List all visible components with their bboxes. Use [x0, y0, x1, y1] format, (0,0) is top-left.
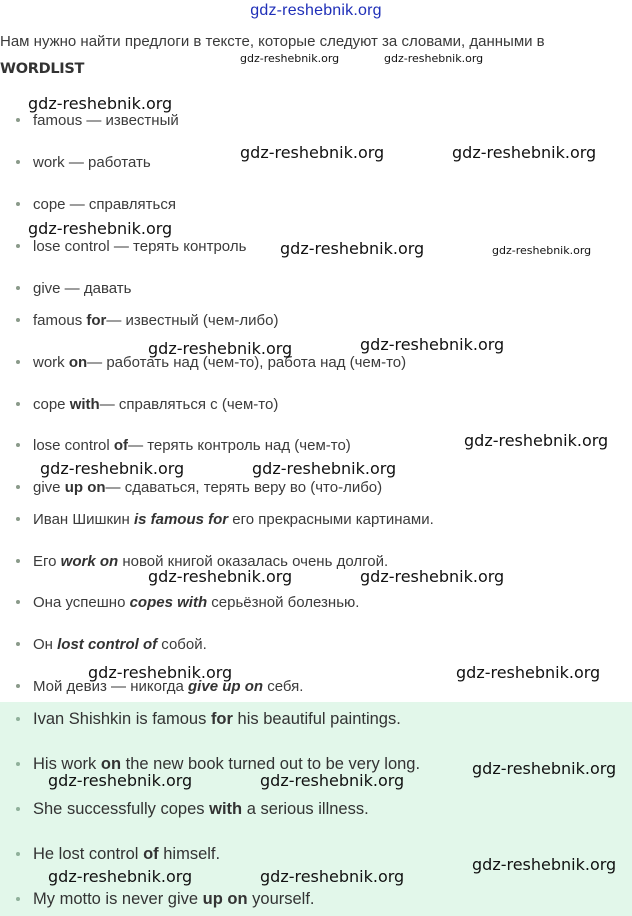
watermark: gdz-reshebnik.org	[88, 663, 233, 682]
bullet-icon	[16, 118, 20, 122]
answer-text: his beautiful paintings.	[237, 709, 401, 728]
bullet-icon	[16, 559, 20, 563]
example-phrase: is famous for	[133, 510, 229, 528]
watermark: gdz-reshebnik.org	[240, 143, 385, 162]
top-watermark: gdz-reshebnik.org	[250, 2, 382, 19]
watermark: gdz-reshebnik.org	[360, 335, 505, 354]
bullet-icon	[16, 852, 20, 856]
bullet-icon	[16, 600, 20, 604]
preposition: on	[68, 353, 88, 371]
answer-text: His work	[33, 754, 97, 773]
english-answer	[16, 707, 401, 731]
item-text: cope — справляться	[33, 195, 176, 213]
answer-text: the new book turned out to be very long.	[125, 754, 421, 773]
bullet-icon	[16, 443, 20, 447]
item-text: cope	[33, 395, 66, 413]
bullet-icon	[16, 202, 20, 206]
bullet-icon	[16, 642, 20, 646]
example-text: Он	[33, 635, 53, 653]
wordlist-heading: WORDLIST	[0, 61, 85, 77]
russian-example	[16, 590, 359, 614]
watermark: gdz-reshebnik.org	[48, 771, 193, 790]
example-text: новой книгой оказалась очень долгой.	[122, 552, 389, 570]
example-text: Мой девиз — никогда	[33, 677, 184, 695]
example-text: собой.	[161, 635, 207, 653]
preposition: with	[209, 799, 243, 818]
item-translation: — справляться с (чем-то)	[99, 395, 279, 413]
wordlist-item	[16, 192, 176, 216]
example-phrase: copes with	[129, 593, 208, 611]
watermark: gdz-reshebnik.org	[260, 771, 405, 790]
bullet-icon	[16, 402, 20, 406]
watermark: gdz-reshebnik.org	[464, 431, 609, 450]
preposition: with	[69, 395, 100, 413]
example-text: Она успешно	[33, 593, 126, 611]
preposition: for	[86, 311, 107, 329]
preposition: on	[100, 754, 122, 773]
watermark: gdz-reshebnik.org	[48, 867, 193, 886]
watermark: gdz-reshebnik.org	[40, 459, 185, 478]
item-text: give	[33, 478, 61, 496]
answer-text: My motto is never give	[33, 889, 199, 908]
russian-example	[16, 632, 207, 656]
item-text: work	[33, 353, 65, 371]
bullet-icon	[16, 360, 20, 364]
preposition: up on	[64, 478, 106, 496]
preposition: of	[113, 436, 129, 454]
item-text: famous — известный	[33, 111, 179, 129]
item-translation: — сдаваться, терять веру во (что-либо)	[105, 478, 383, 496]
bullet-icon	[16, 897, 20, 901]
wordlist-item	[16, 308, 278, 332]
bullet-icon	[16, 517, 20, 521]
preposition: up on	[202, 889, 248, 908]
example-text: Иван Шишкин	[33, 510, 130, 528]
watermark: gdz-reshebnik.org	[456, 663, 601, 682]
item-text: work — работать	[33, 153, 151, 171]
bullet-icon	[16, 717, 20, 721]
item-translation: — терять контроль над (чем-то)	[128, 436, 351, 454]
watermark: gdz-reshebnik.org	[280, 239, 425, 258]
answer-text: yourself.	[252, 889, 315, 908]
preposition: of	[143, 844, 159, 863]
item-text: famous	[33, 311, 83, 329]
wordlist-item	[16, 433, 351, 457]
watermark: gdz-reshebnik.org	[384, 52, 484, 65]
watermark: gdz-reshebnik.org	[252, 459, 397, 478]
watermark: gdz-reshebnik.org	[472, 759, 617, 778]
example-phrase: lost control of	[57, 635, 158, 653]
watermark: gdz-reshebnik.org	[148, 567, 293, 586]
english-answer	[16, 887, 315, 911]
watermark: gdz-reshebnik.org	[492, 244, 592, 257]
wordlist-item	[16, 392, 278, 416]
russian-example	[16, 507, 434, 531]
watermark: gdz-reshebnik.org	[452, 143, 597, 162]
watermark: gdz-reshebnik.org	[360, 567, 505, 586]
wordlist-item	[16, 475, 382, 499]
english-answer	[16, 797, 369, 821]
item-text: lose control	[33, 436, 110, 454]
intro-text: Нам нужно найти предлоги в тексте, которые следуют за словами, данными в	[0, 33, 545, 50]
watermark: gdz-reshebnik.org	[28, 94, 173, 113]
bullet-icon	[16, 485, 20, 489]
bullet-icon	[16, 286, 20, 290]
item-translation: — работать над (чем-то), работа над (чем-то)	[87, 353, 407, 371]
answer-text: a serious illness.	[246, 799, 369, 818]
answer-text: He lost control	[33, 844, 139, 863]
english-answer	[16, 842, 220, 866]
wordlist-item	[16, 150, 151, 174]
bullet-icon	[16, 244, 20, 248]
example-text: себя.	[267, 677, 304, 695]
bullet-icon	[16, 762, 20, 766]
answer-text: Ivan Shishkin is famous	[33, 709, 207, 728]
example-text: Его	[33, 552, 57, 570]
watermark: gdz-reshebnik.org	[472, 855, 617, 874]
bullet-icon	[16, 684, 20, 688]
watermark: gdz-reshebnik.org	[240, 52, 340, 65]
watermark: gdz-reshebnik.org	[148, 339, 293, 358]
example-phrase: give up on	[188, 677, 264, 695]
watermark: gdz-reshebnik.org	[28, 219, 173, 238]
preposition: for	[210, 709, 233, 728]
answer-text: himself.	[163, 844, 221, 863]
watermark: gdz-reshebnik.org	[260, 867, 405, 886]
bullet-icon	[16, 160, 20, 164]
item-text: lose control — терять контроль	[33, 237, 247, 255]
item-text: give — давать	[33, 279, 132, 297]
wordlist-item	[16, 276, 131, 300]
example-text: его прекрасными картинами.	[232, 510, 434, 528]
answer-text: She successfully copes	[33, 799, 205, 818]
item-translation: — известный (чем-либо)	[106, 311, 279, 329]
bullet-icon	[16, 807, 20, 811]
example-phrase: work on	[60, 552, 119, 570]
example-text: серьёзной болезнью.	[211, 593, 360, 611]
bullet-icon	[16, 318, 20, 322]
